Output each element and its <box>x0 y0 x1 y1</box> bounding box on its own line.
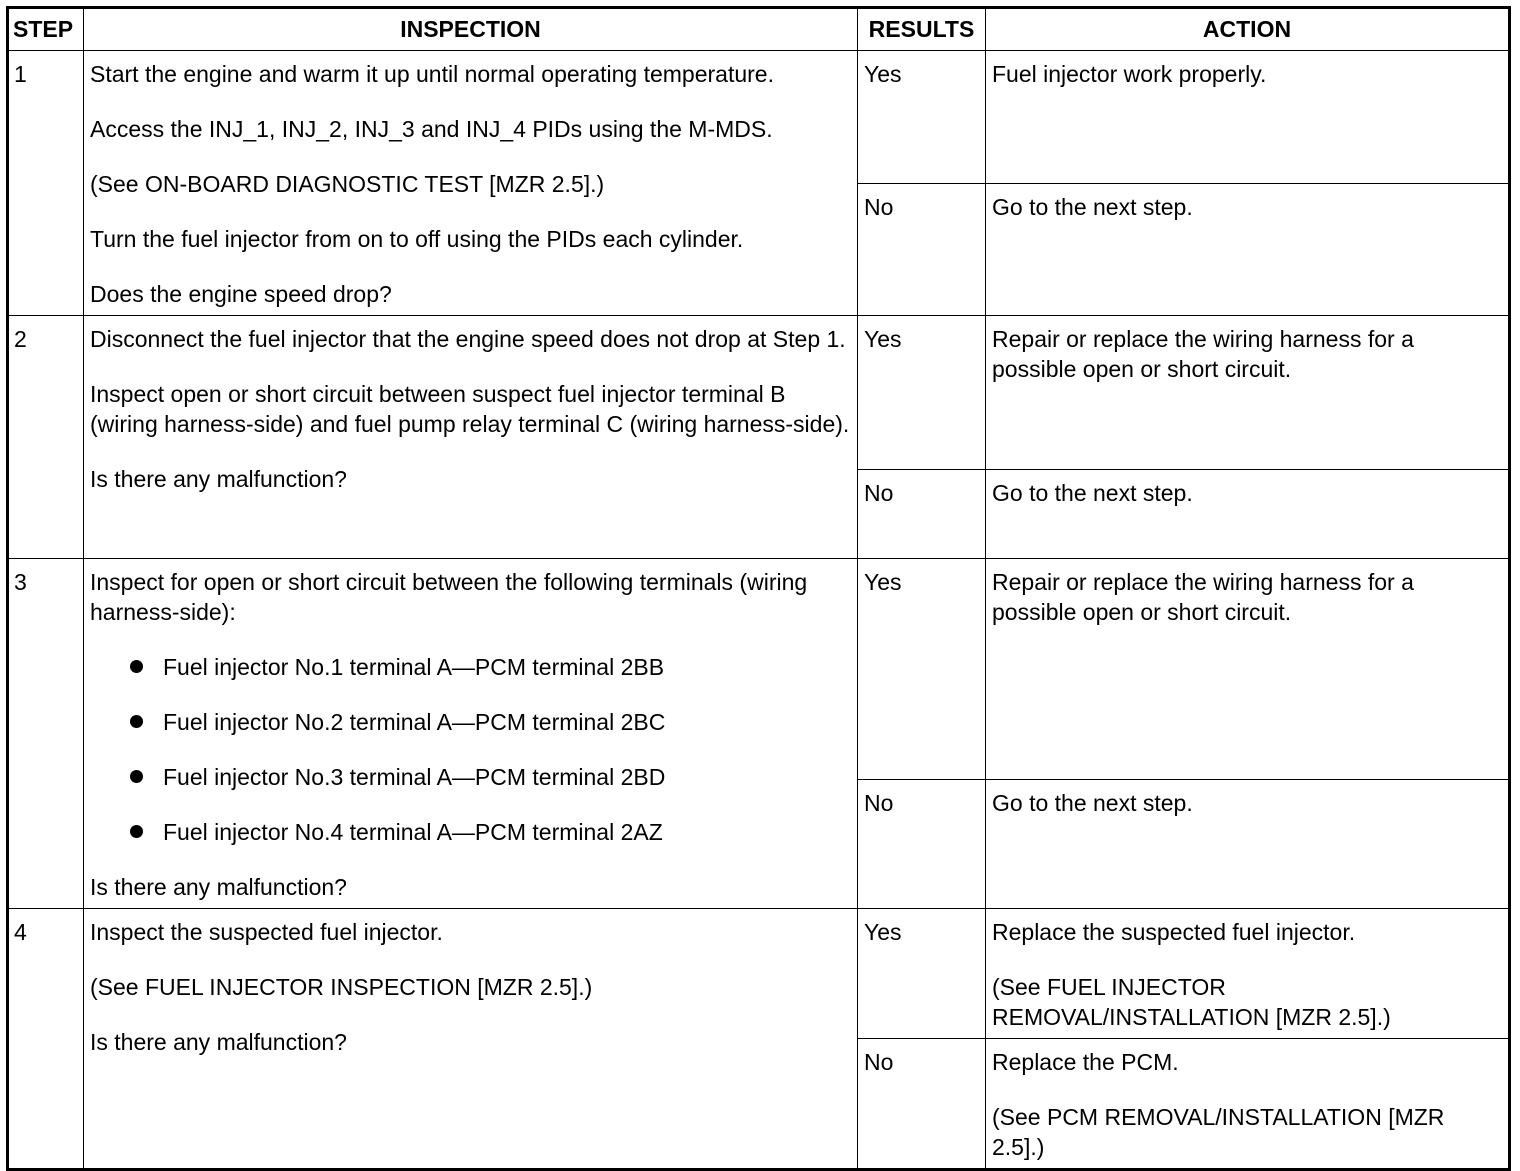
header-inspection: INSPECTION <box>84 8 858 51</box>
step-4-inspection <box>84 909 858 1170</box>
step-3-inspection <box>84 559 858 909</box>
bullet-text: Fuel injector No.2 terminal A—PCM terminal 2BC <box>163 709 666 735</box>
header-step: STEP <box>8 8 84 51</box>
step-2-action-yes <box>986 316 1510 470</box>
action-reference: (See FUEL INJECTOR REMOVAL/INSTALLATION [MZR 2.5].) <box>992 974 1391 1030</box>
inspection-text: Access the INJ_1, INJ_2, INJ_3 and INJ_4 PIDs using the M-MDS. <box>90 116 773 142</box>
step-4-result-no: No <box>858 1039 986 1170</box>
inspection-question: Does the engine speed drop? <box>90 281 392 307</box>
action-text: Repair or replace the wiring harness for a possible open or short circuit. <box>992 326 1414 382</box>
inspection-text: Disconnect the fuel injector that the engine speed does not drop at Step 1. <box>90 326 846 352</box>
step-3-action-yes <box>986 559 1510 780</box>
step-2-inspection <box>84 316 858 559</box>
step-3-yes-row <box>8 559 1510 780</box>
bullet-text: Fuel injector No.3 terminal A—PCM terminal 2BD <box>163 764 666 790</box>
action-text: Go to the next step. <box>992 789 1193 816</box>
step-2-number: 2 <box>8 316 84 559</box>
inspection-text: (See FUEL INJECTOR INSPECTION [MZR 2.5].) <box>90 974 593 1000</box>
inspection-text: (See ON-BOARD DIAGNOSTIC TEST [MZR 2.5].) <box>90 171 605 197</box>
bullet-icon <box>130 825 143 838</box>
inspection-text: Inspect for open or short circuit between the following terminals (wiring harness-side): <box>90 569 808 625</box>
header-action: ACTION <box>986 8 1510 51</box>
step-2-yes-row <box>8 316 1510 470</box>
step-3-action-no <box>986 779 1510 908</box>
step-3-result-yes: Yes <box>858 559 986 780</box>
bullet-item <box>130 762 851 792</box>
inspection-question: Is there any malfunction? <box>90 874 347 900</box>
action-text: Go to the next step. <box>992 480 1193 506</box>
inspection-text: Inspect the suspected fuel injector. <box>90 919 443 945</box>
header-row <box>8 8 1510 51</box>
step-1-inspection <box>84 51 858 316</box>
inspection-text: Turn the fuel injector from on to off using the PIDs each cylinder. <box>90 226 744 252</box>
bullet-icon <box>130 660 143 673</box>
action-text: Go to the next step. <box>992 193 1193 220</box>
bullet-item <box>130 817 851 847</box>
action-text: Fuel injector work properly. <box>992 61 1267 87</box>
inspection-question: Is there any malfunction? <box>90 1029 347 1055</box>
bullet-text: Fuel injector No.1 terminal A—PCM terminal 2BB <box>163 654 665 680</box>
bullet-icon <box>130 770 143 783</box>
step-2-result-yes: Yes <box>858 316 986 470</box>
step-3-result-no: No <box>858 779 986 908</box>
bullet-text: Fuel injector No.4 terminal A—PCM terminal 2AZ <box>163 819 663 845</box>
step-2-action-no <box>986 470 1510 559</box>
bullet-icon <box>130 715 143 728</box>
step-1-action-yes <box>986 51 1510 184</box>
action-text: Replace the PCM. <box>992 1049 1179 1075</box>
action-text: Replace the suspected fuel injector. <box>992 919 1356 945</box>
bullet-item <box>130 652 851 682</box>
step-1-result-yes: Yes <box>858 51 986 184</box>
step-4-number: 4 <box>8 909 84 1170</box>
diagnostic-procedure-table <box>6 6 1511 1171</box>
step-1-number: 1 <box>8 51 84 316</box>
step-4-yes-row <box>8 909 1510 1039</box>
inspection-text: Inspect open or short circuit between suspect fuel injector terminal B (wiring harness-side) and fuel pump relay terminal C (wiring harness-side). <box>90 381 850 437</box>
inspection-text: Start the engine and warm it up until normal operating temperature. <box>90 61 774 87</box>
step-4-action-yes <box>986 909 1510 1039</box>
step-1-action-no <box>986 183 1510 316</box>
action-reference: (See PCM REMOVAL/INSTALLATION [MZR 2.5].) <box>992 1104 1445 1160</box>
step-2-result-no: No <box>858 470 986 559</box>
inspection-question: Is there any malfunction? <box>90 466 347 492</box>
step-1-yes-row <box>8 51 1510 184</box>
step-4-action-no <box>986 1039 1510 1170</box>
bullet-item <box>130 707 851 737</box>
action-text: Repair or replace the wiring harness for a possible open or short circuit. <box>992 569 1414 625</box>
step-4-result-yes: Yes <box>858 909 986 1039</box>
step-3-number: 3 <box>8 559 84 909</box>
header-results: RESULTS <box>858 8 986 51</box>
step-1-result-no: No <box>858 183 986 316</box>
